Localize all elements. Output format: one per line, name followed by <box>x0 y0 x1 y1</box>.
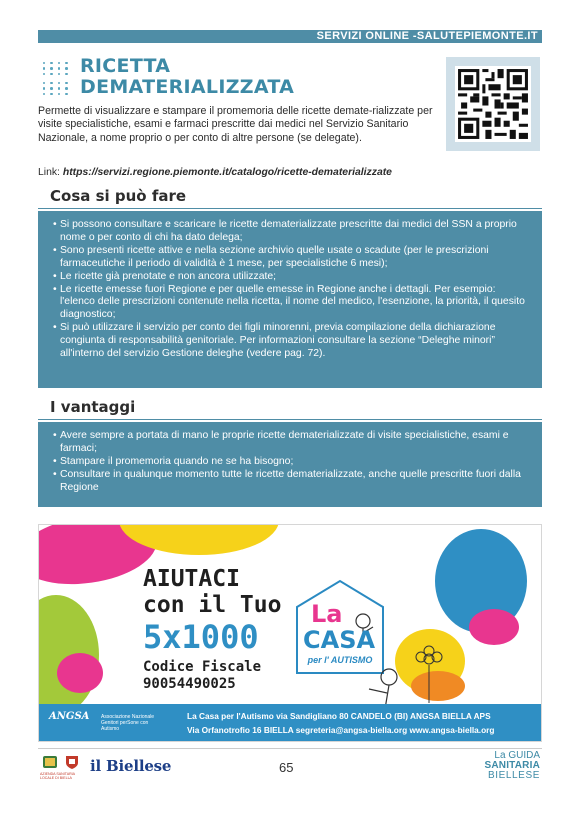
section-divider <box>38 208 542 209</box>
features-list <box>50 219 532 361</box>
section-header-label: SERVIZI ONLINE -SALUTEPIEMONTE.IT <box>316 30 538 42</box>
page-title-line1: RICETTA <box>80 55 171 77</box>
feature-item: • Si può utilizzare il servizio per conto dei figli minorenni, previa compilazione della dichiarazione congiunta di responsabilità genitoriale. Per informazioni consultare la sezione “Deleghe minori” all'interno del servizio Gestione deleghe (vedere pag. 72). <box>50 322 532 361</box>
section-header-bar <box>38 30 542 43</box>
features-box <box>38 211 542 388</box>
page-title <box>80 56 294 98</box>
ad-cf-number: 90054490025 <box>143 676 236 692</box>
logo-casa: CASA <box>303 626 376 654</box>
section-heading-what: Cosa si può fare <box>50 187 187 205</box>
ad-headline-3: 5x1000 <box>143 618 259 656</box>
qr-code-icon <box>455 66 531 142</box>
newspaper-logo: il Biellese <box>90 757 172 775</box>
angsa-logo: ANGSA <box>49 711 90 722</box>
pink-blob-right <box>469 609 519 645</box>
la-casa-logo <box>293 577 387 677</box>
section-divider <box>38 419 542 420</box>
regional-emblem-icon <box>42 754 58 770</box>
ad-footer-bar <box>39 704 542 741</box>
advantages-box <box>38 422 542 507</box>
ad-headline-2: con il Tuo <box>143 592 282 618</box>
advantage-item: • Avere sempre a portata di mano le proprie ricette dematerializzate di visite specialistiche, esami e farmaci; <box>50 430 532 456</box>
feature-item: • Le ricette emesse fuori Regione e per quelle emesse in Regione anche i dettagli. Per esempio: l'elenco delle prescrizioni contenute nella ricetta, il nome del medico, l'esenzione, la priorità, il quesito diagnostico; <box>50 284 532 323</box>
asl-label: AZIENDA SANITARIA LOCALE DI BIELLA <box>40 772 75 781</box>
dot-grid-icon <box>40 80 70 97</box>
section-heading-advantages: I vantaggi <box>50 398 136 416</box>
guide-line2: SANITARIA <box>484 760 540 771</box>
feature-item: • Si possono consultare e scaricare le ricette dematerializzate prescritte dai medici del SSN a proprio nome o per conto di chi ha dato delega; <box>50 219 532 245</box>
flower-icon <box>409 645 449 705</box>
advertisement-banner[interactable] <box>38 524 542 742</box>
page-title-line2: DEMATERIALIZZATA <box>80 76 295 98</box>
ad-cf-label: Codice Fiscale <box>143 659 262 675</box>
qr-code[interactable] <box>446 57 540 151</box>
intro-paragraph: Permette di visualizzare e stampare il promemoria delle ricette demate-rializzate per visite specialistiche, esami e farmaci prescritte dai medici nel Servizio Sanitario Nazionale, a nome proprio o per conto di altre persone (se delegate). <box>38 105 433 144</box>
guide-line3: BIELLESE <box>487 770 540 781</box>
advantage-item: • Stampare il promemoria quando ne se ha bisogno; <box>50 456 532 469</box>
ad-address-line2: Via Orfanotrofio 16 BIELLA segreteria@angsa-biella.org www.angsa-biella.org <box>187 725 495 735</box>
angsa-subtitle: Associazione Nazionale Genitori perSone con Autismo <box>101 714 155 732</box>
guide-line1: La GUIDA <box>494 750 540 761</box>
advantages-list <box>50 430 532 495</box>
advantage-item: • Consultare in qualunque momento tutte le ricette dematerializzate, anche quelle prescritte fuori dalla Regione <box>50 469 532 495</box>
link-label: Link: <box>38 167 63 178</box>
footer-divider <box>38 748 542 749</box>
dot-grid-icon <box>40 60 70 77</box>
service-link <box>38 166 448 179</box>
logo-subtitle: per l' AUTISMO <box>307 655 373 665</box>
page-number: 65 <box>279 760 294 775</box>
feature-item: • Le ricette già prenotate e non ancora utilizzate; <box>50 271 532 284</box>
asl-shield-icon <box>64 754 80 770</box>
guide-logo <box>484 751 540 781</box>
ad-address-line1: La Casa per l'Autismo via Sandigliano 80 CANDELO (BI) ANGSA BIELLA APS <box>187 711 491 721</box>
ad-headline-1: AIUTACI <box>143 566 240 592</box>
logo-la: La <box>311 600 343 628</box>
link-url[interactable]: https://servizi.regione.piemonte.it/catalogo/ricette-dematerializzate <box>62 167 392 178</box>
pink-blob-small <box>57 653 103 693</box>
feature-item: • Sono presenti ricette attive e nella sezione archivio quelle usate o scadute (per le prescrizioni farmaceutiche il periodo di validità è 1 mese, per specialistiche 6 mesi); <box>50 245 532 271</box>
